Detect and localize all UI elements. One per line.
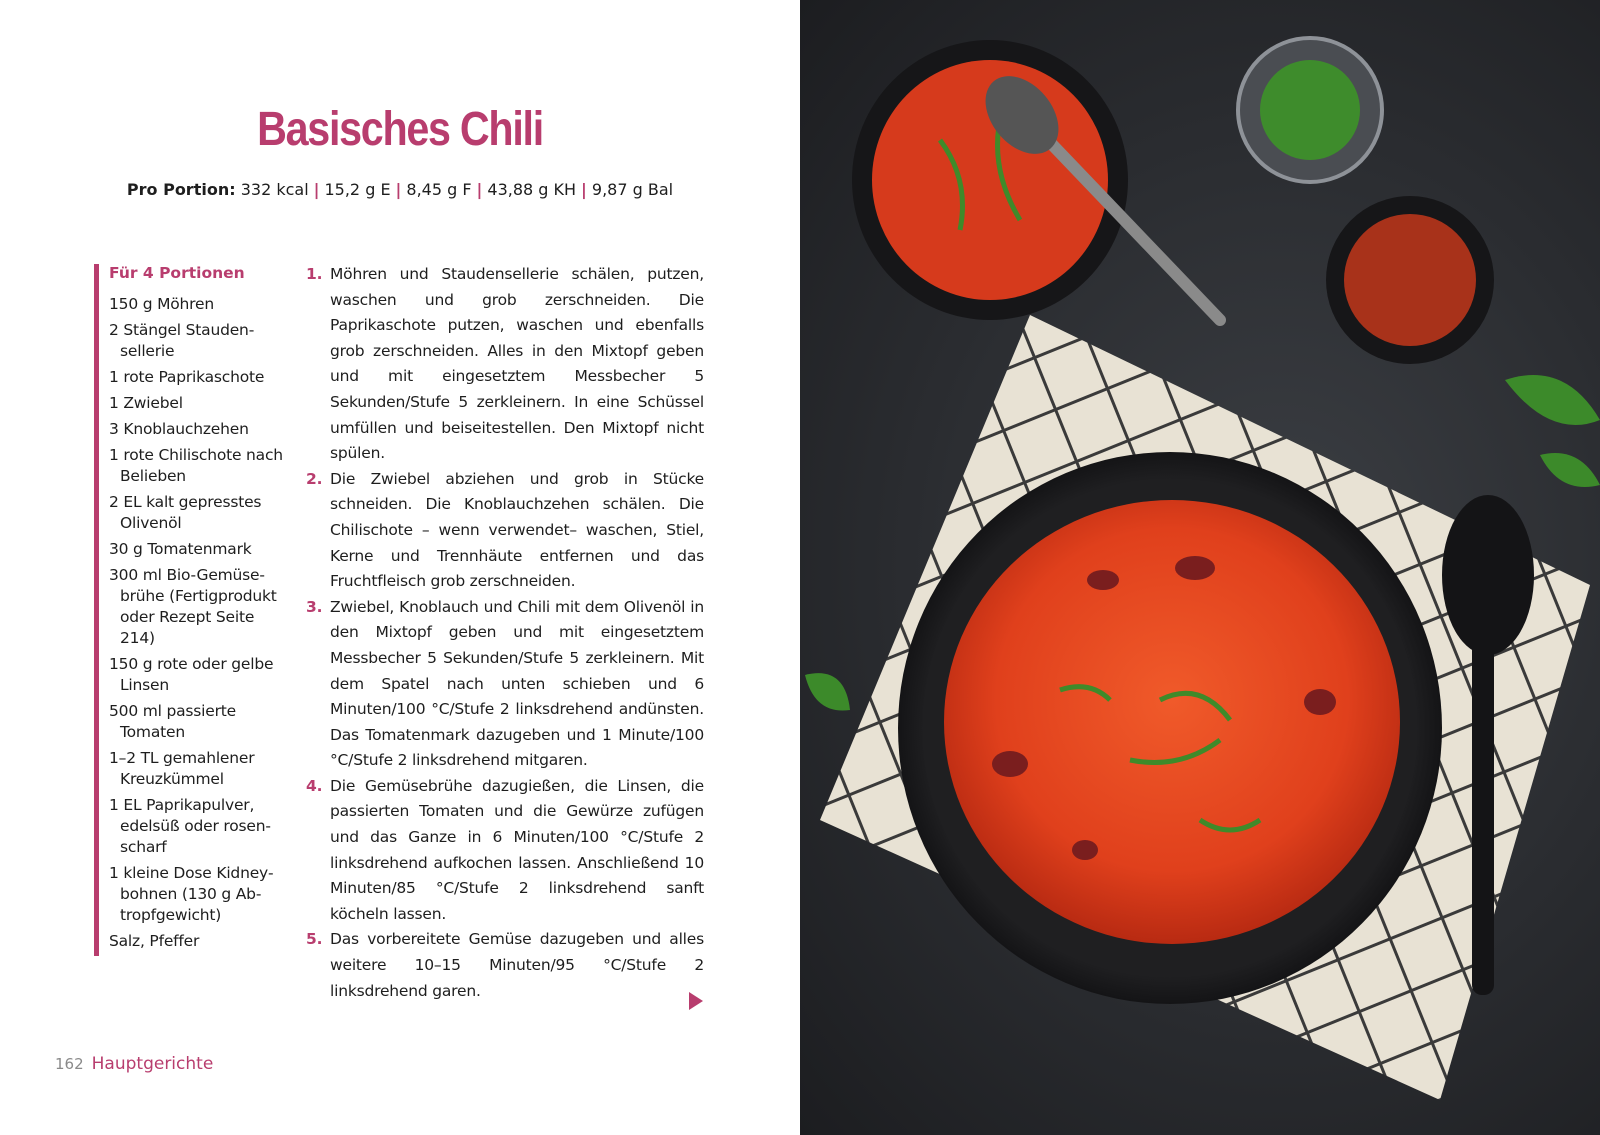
- step-number: 2.: [306, 469, 323, 488]
- ingredient-list: [109, 294, 284, 952]
- ingredient-item: 3 Knoblauchzehen: [109, 420, 249, 438]
- ingredient-item: 1 kleine Dose Kidneybohnen (130 g Abtropfgewicht): [109, 864, 274, 924]
- nutrition-separator: |: [476, 180, 483, 199]
- nutrition-separator: |: [313, 180, 320, 199]
- ingredient-item: 1 Zwiebel: [109, 394, 183, 412]
- nutrition-line: [0, 180, 800, 199]
- ingredient-item: 1 rote Paprikaschote: [109, 368, 265, 386]
- recipe-title: Basisches Chili: [257, 103, 543, 156]
- herb-glass: [1238, 38, 1382, 182]
- nutrition-fiber: 9,87 g Bal: [591, 180, 674, 199]
- step-text: Das vorbereitete Gemüse dazugeben und alles weitere 10–15 Minuten/95 °C/Stufe 2 linksdrehend garen.: [330, 930, 704, 1000]
- instruction-steps: [306, 262, 704, 1004]
- ingredient-item: 300 ml Bio-Gemüsebrühe (Fertigprodukt oder Rezept Seite 214): [109, 566, 277, 647]
- ingredient-item: Salz, Pfeffer: [109, 932, 200, 950]
- small-chili-bowl: [852, 40, 1220, 320]
- ingredient-item: 2 Stängel Staudensellerie: [109, 321, 255, 360]
- ingredients-panel: [94, 264, 284, 956]
- instruction-step: [306, 774, 704, 928]
- ingredient-item: 150 g rote oder gelbe Linsen: [109, 655, 274, 694]
- servings-heading: Für 4 Portionen: [109, 264, 245, 282]
- main-bowl: [898, 452, 1442, 1004]
- nutrition-kcal: 332 kcal: [240, 180, 309, 199]
- page-footer: [55, 1054, 213, 1074]
- chili-flakes-bowl: [1326, 196, 1494, 364]
- step-number: 1.: [306, 265, 323, 283]
- step-number: 5.: [306, 930, 323, 949]
- step-text: Zwiebel, Knoblauch und Chili mit dem Olivenöl in den Mixtopf geben und mit eingesetztem Messbecher 5 Sekunden/Stufe 5 zerkleinern. Mit dem Spatel nach unten schieben und 6 Minuten/100 °C/Stufe 2 linksdrehend andünsten. Das Tomatenmark dazugeben und 1 Minute/100 °C/Stufe 2 linksdrehend mitgaren.: [330, 597, 704, 770]
- step-text: Die Zwiebel abziehen und grob in Stücke schneiden. Die Knoblauchzehen schälen. Die Chilischote – wenn verwendet– waschen, Stiel, Kerne und Trennhäute entfernen und das Fruchtfleisch grob zerschneiden.: [330, 469, 704, 591]
- step-text: Die Gemüsebrühe dazugießen, die Linsen, die passierten Tomaten und die Gewürze zufügen und das Ganze in 6 Minuten/100 °C/Stufe 2 linksdrehend aufkochen lassen. Anschließend 10 Minuten/85 °C/Stufe 2 linksdrehend sanft köcheln lassen.: [330, 776, 704, 923]
- ingredient-item: 30 g Tomatenmark: [109, 540, 252, 558]
- step-number: 3.: [306, 597, 323, 616]
- section-name: Hauptgerichte: [91, 1054, 214, 1074]
- instruction-step: [306, 927, 704, 1004]
- ingredient-item: 1–2 TL gemahlener Kreuzkümmel: [109, 749, 255, 788]
- nutrition-separator: |: [395, 180, 402, 199]
- nutrition-carbs: 43,88 g KH: [487, 180, 577, 199]
- ingredient-item: 500 ml passierte Tomaten: [109, 702, 236, 741]
- page-number: 162: [55, 1055, 84, 1073]
- instruction-step: [306, 467, 704, 595]
- nutrition-label: Pro Portion:: [126, 180, 236, 199]
- next-page-arrow-icon: [689, 992, 703, 1010]
- nutrition-separator: |: [581, 180, 587, 199]
- ingredient-item: 1 rote Chilischote nach Belieben: [109, 446, 283, 485]
- nutrition-fat: 8,45 g F: [406, 180, 472, 199]
- ingredient-item: 150 g Möhren: [109, 295, 214, 313]
- chili-photo-illustration: [800, 0, 1600, 1135]
- ingredient-item: 1 EL Paprikapulver, edelsüß oder rosenscharf: [109, 796, 271, 856]
- step-text: Möhren und Staudensellerie schälen, putzen, waschen und grob zerschneiden. Die Paprikaschote putzen, waschen und ebenfalls grob zerschneiden. Alles in den Mixtopf geben und mit eingesetztem Messbecher 5 Sekunden/Stufe 5 zerkleinern. In eine Schüssel umfüllen und beiseitestellen. Den Mixtopf nicht spülen.: [330, 265, 704, 463]
- nutrition-protein: 15,2 g E: [324, 180, 391, 199]
- step-number: 4.: [306, 776, 323, 795]
- ingredient-item: 2 EL kalt gepresstes Olivenöl: [109, 493, 262, 532]
- instruction-step: [306, 595, 704, 774]
- recipe-photo: [800, 0, 1600, 1135]
- instruction-step: [306, 262, 704, 467]
